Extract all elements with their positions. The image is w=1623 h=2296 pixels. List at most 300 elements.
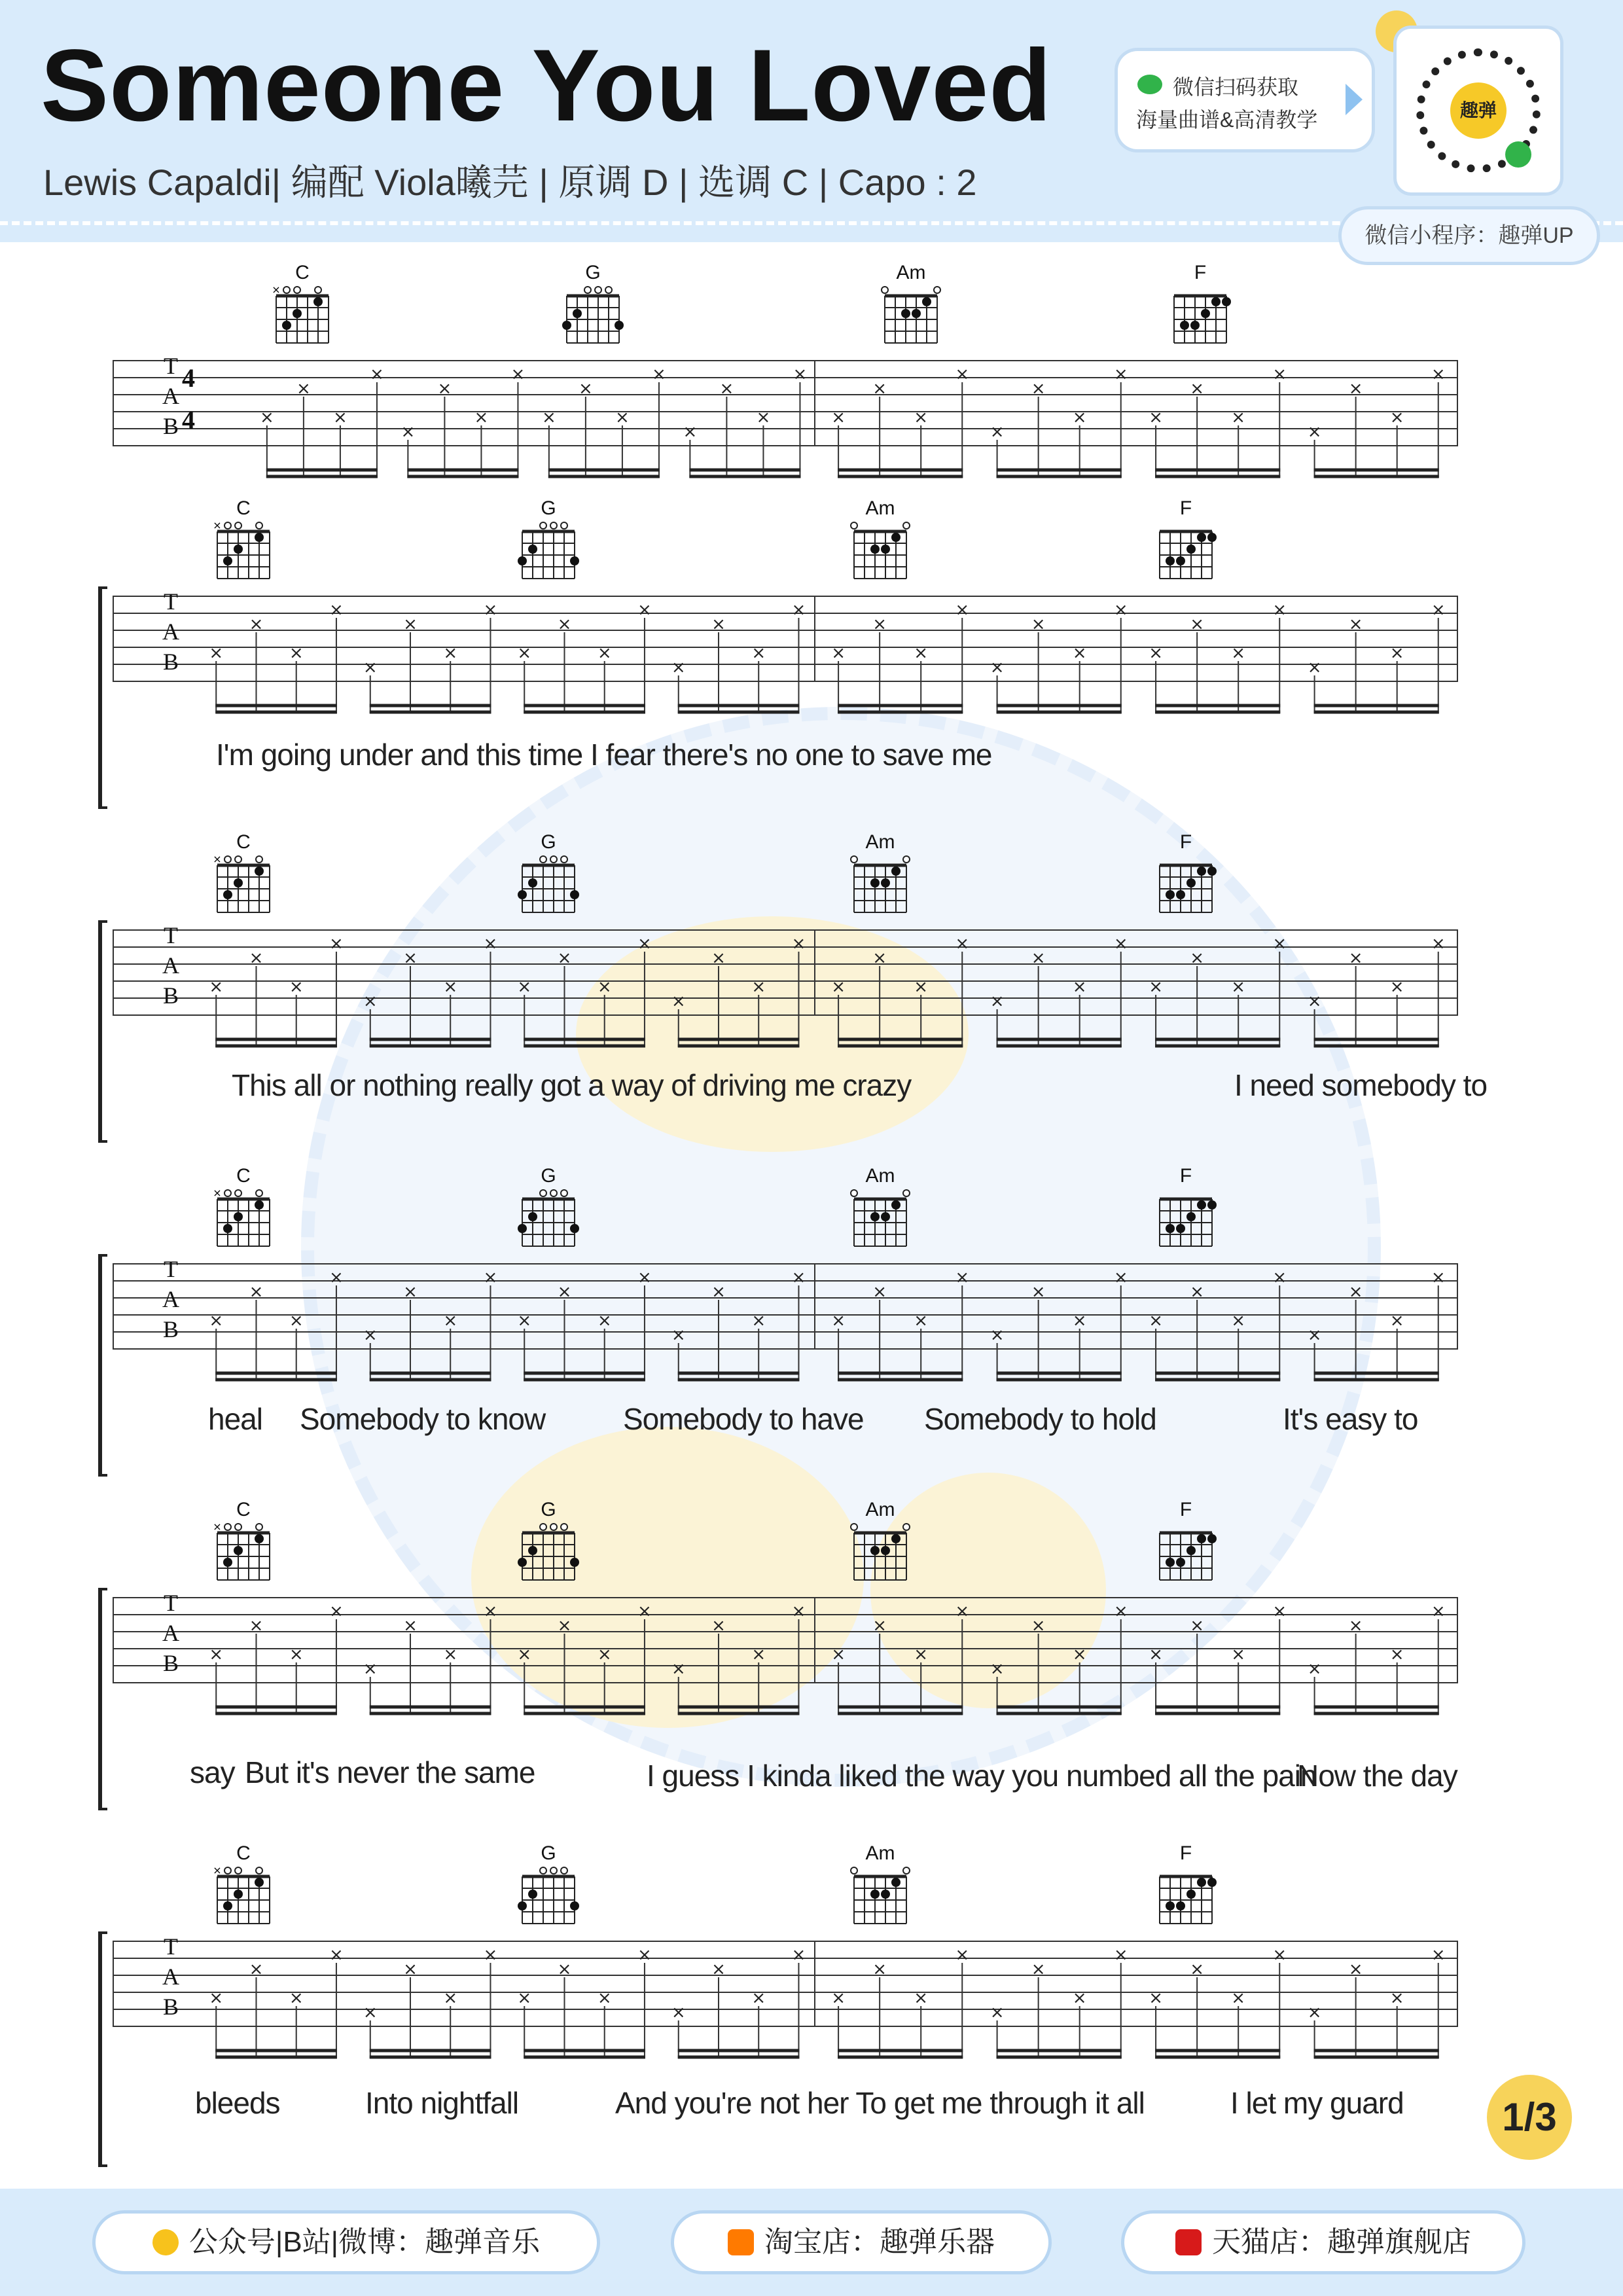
tab-note: × (363, 2003, 378, 2022)
finger-dot (570, 556, 579, 565)
lyric-text: heal (208, 1402, 262, 1436)
chord-diagram (207, 497, 279, 581)
tab-clef-letter: T (164, 1933, 178, 1960)
footer-social-text: 公众号|B站|微博：趣弹音乐 (188, 2226, 541, 2258)
finger-dot (870, 545, 880, 554)
finger-dot (223, 556, 232, 565)
tab-note: × (517, 643, 532, 663)
tab-note: × (652, 365, 666, 384)
tab-note: × (1072, 977, 1087, 997)
finger-dot (1197, 533, 1206, 542)
tab-note: × (597, 1988, 612, 2008)
chord-diagram (512, 1499, 584, 1583)
open-string-marker (256, 856, 262, 863)
tab-note: × (443, 1988, 458, 2008)
chord-diagram (1150, 1165, 1222, 1249)
chord-name: G (541, 831, 556, 853)
finger-dot (1186, 1890, 1196, 1899)
tab-note: × (403, 1282, 418, 1302)
tab-note: × (1190, 1960, 1205, 1979)
finger-dot (881, 545, 890, 554)
tab-note: × (791, 934, 806, 954)
finger-dot (881, 1890, 890, 1899)
chord-grid (209, 521, 277, 581)
tab-note: × (1149, 643, 1163, 663)
chord-name: C (236, 831, 251, 853)
finger-dot (223, 890, 232, 899)
muted-string-marker: × (213, 1866, 222, 1876)
open-string-marker (294, 287, 300, 293)
tab-note: × (597, 1311, 612, 1331)
finger-dot (1186, 1546, 1196, 1555)
finger-dot (1207, 1200, 1217, 1210)
chord-name: G (585, 262, 601, 283)
tab-note: × (329, 934, 344, 954)
chord-grid (209, 1189, 277, 1249)
open-string-marker (903, 1867, 910, 1874)
chord-grid (209, 1866, 277, 1926)
chord-diagram (512, 497, 584, 581)
open-string-marker (561, 1524, 567, 1530)
tab-note: × (1348, 1616, 1363, 1636)
open-string-marker (224, 522, 231, 529)
tab-note: × (1031, 948, 1046, 968)
muted-string-marker: × (213, 1522, 222, 1533)
tab-note: × (955, 600, 970, 620)
open-string-marker (283, 287, 290, 293)
chord-grid (846, 855, 914, 915)
tab-note: × (914, 1311, 929, 1331)
finger-dot (528, 1890, 537, 1899)
tab-note: × (1307, 2003, 1322, 2022)
tab-clef-letter: T (164, 1590, 178, 1616)
finger-dot (234, 1890, 243, 1899)
chord-grid (559, 285, 627, 346)
chord-grid (846, 1866, 914, 1926)
chord-diagram (875, 262, 947, 346)
tab-note: × (1113, 600, 1128, 620)
finger-dot (223, 1558, 232, 1567)
tab-note: × (990, 422, 1005, 442)
finger-dot (518, 1224, 527, 1233)
open-string-marker (540, 1867, 546, 1874)
qr-code[interactable] (1397, 29, 1560, 192)
open-string-marker (851, 522, 857, 529)
lyric-text: I need somebody to (1234, 1068, 1488, 1102)
tab-note: × (831, 408, 846, 427)
page-number: 1/3 (1487, 2075, 1572, 2160)
tab-note: × (671, 2003, 686, 2022)
tab-note: × (990, 1659, 1005, 1679)
tab-note: × (1389, 1645, 1404, 1664)
chord-grid (209, 855, 277, 915)
finger-dot (313, 297, 323, 306)
tab-note: × (1072, 408, 1087, 427)
chord-grid (514, 855, 582, 915)
tab-note: × (1272, 1268, 1287, 1287)
tab-note: × (1348, 948, 1363, 968)
tab-note: × (474, 408, 489, 427)
tab-note: × (557, 1960, 572, 1979)
tab-note: × (1149, 977, 1163, 997)
tab-note: × (370, 365, 384, 384)
tab-notes (113, 360, 1461, 484)
chord-diagram (207, 831, 279, 915)
chord-name: C (236, 1842, 251, 1864)
tab-note: × (831, 977, 846, 997)
footer-taobao-text: 淘宝店：趣弹乐器 (764, 2226, 995, 2258)
tab-note: × (1431, 934, 1446, 954)
tab-note: × (756, 408, 771, 427)
tab-note: × (1348, 1960, 1363, 1979)
tab-note: × (637, 600, 652, 620)
open-string-marker (550, 1190, 557, 1196)
tab-note: × (1190, 1282, 1205, 1302)
open-string-marker (851, 856, 857, 863)
chord-diagram (1150, 1842, 1222, 1926)
song-title: Someone You Loved (41, 29, 1052, 143)
open-string-marker (550, 1524, 557, 1530)
tab-note: × (363, 658, 378, 677)
chord-grid (846, 521, 914, 581)
chord-name: G (541, 1842, 556, 1864)
finger-dot (528, 1546, 537, 1555)
tab-notes (113, 1263, 1461, 1388)
tab-note: × (517, 1645, 532, 1664)
tab-note: × (711, 1616, 726, 1636)
time-signature-bottom: 4 (182, 405, 195, 435)
tab-note: × (671, 1325, 686, 1345)
finger-dot (1176, 1901, 1185, 1910)
footer-social-link[interactable] (96, 2214, 597, 2271)
finger-dot (881, 878, 890, 888)
tab-note: × (872, 615, 887, 634)
chord-grid (514, 1522, 582, 1583)
finger-dot (570, 1558, 579, 1567)
tab-note: × (914, 1988, 929, 2008)
finger-dot (1166, 890, 1175, 899)
tab-note: × (637, 1602, 652, 1621)
tab-note: × (1190, 1616, 1205, 1636)
tab-note: × (1307, 658, 1322, 677)
tab-note: × (578, 379, 593, 399)
open-string-marker (550, 856, 557, 863)
system-brace (98, 586, 107, 809)
chord-grid (1152, 1866, 1220, 1926)
tab-note: × (249, 615, 264, 634)
lyric-text: This all or nothing really got a way of driving me crazy (232, 1068, 912, 1102)
tab-note: × (671, 1659, 686, 1679)
open-string-marker (903, 1190, 910, 1196)
lyric-text: I guess I kinda liked the way you numbed all the pain (647, 1759, 1317, 1793)
tab-notes (113, 929, 1461, 1054)
open-string-marker (595, 287, 601, 293)
open-string-marker (550, 1867, 557, 1874)
tab-note: × (1149, 408, 1163, 427)
footer-tmall-link[interactable] (1124, 2214, 1522, 2271)
chord-diagram (844, 1499, 916, 1583)
tab-note: × (1231, 408, 1246, 427)
finger-dot (293, 309, 302, 318)
open-string-marker (256, 1524, 262, 1530)
lyric-text: But it's never the same (245, 1755, 535, 1789)
tab-note: × (872, 1960, 887, 1979)
tab-note: × (711, 948, 726, 968)
tab-note: × (1190, 948, 1205, 968)
finger-dot (1176, 1558, 1185, 1567)
chord-diagram (844, 831, 916, 915)
tab-note: × (1431, 365, 1446, 384)
tab-note: × (615, 408, 630, 427)
finger-dot (255, 533, 264, 542)
promo-box[interactable] (1118, 51, 1372, 149)
open-string-marker (224, 856, 231, 863)
finger-dot (528, 1212, 537, 1221)
tab-note: × (289, 643, 304, 663)
chord-name: G (541, 497, 556, 519)
tab-note: × (483, 1268, 498, 1287)
tab-clef-letter: T (164, 1256, 178, 1282)
tab-note: × (249, 948, 264, 968)
open-string-marker (550, 522, 557, 529)
tab-note: × (791, 1602, 806, 1621)
tab-note: × (1113, 934, 1128, 954)
tab-note: × (955, 1602, 970, 1621)
tab-note: × (333, 408, 348, 427)
chord-grid (1152, 1522, 1220, 1583)
tab-note: × (1113, 365, 1128, 384)
finger-dot (1166, 556, 1175, 565)
tab-note: × (1389, 1311, 1404, 1331)
tab-note: × (329, 1602, 344, 1621)
tab-note: × (403, 1960, 418, 1979)
tab-note: × (443, 1645, 458, 1664)
open-string-marker (882, 287, 888, 293)
tab-note: × (1272, 1602, 1287, 1621)
finger-dot (891, 1200, 901, 1210)
mini-program-label: 微信小程序：趣弹UP (1342, 209, 1597, 262)
open-string-marker (934, 287, 940, 293)
tab-clef-letter: B (162, 1650, 179, 1676)
tab-note: × (517, 1988, 532, 2008)
system-brace (98, 1931, 107, 2167)
tab-note: × (289, 1311, 304, 1331)
chord-grid (514, 1189, 582, 1249)
chord-diagram (512, 831, 584, 915)
tab-note: × (437, 379, 452, 399)
tab-note: × (1113, 1945, 1128, 1965)
tab-note: × (443, 643, 458, 663)
tab-note: × (793, 365, 808, 384)
chord-diagram (1150, 831, 1222, 915)
finger-dot (234, 878, 243, 888)
tab-note: × (872, 1282, 887, 1302)
tab-note: × (791, 1945, 806, 1965)
tab-note: × (1113, 1602, 1128, 1621)
finger-dot (1166, 1901, 1175, 1910)
tab-note: × (249, 1282, 264, 1302)
tab-note: × (296, 379, 311, 399)
finger-dot (870, 1890, 880, 1899)
finger-dot (1197, 1878, 1206, 1887)
open-string-marker (540, 1190, 546, 1196)
chord-diagram (207, 1499, 279, 1583)
tab-note: × (1031, 1616, 1046, 1636)
finger-dot (1190, 321, 1200, 330)
lyric-text: I'm going under and this time I fear there's no one to save me (216, 738, 992, 772)
tab-clef-letter: A (162, 1964, 179, 1990)
tab-note: × (557, 948, 572, 968)
tab-clef-letter: B (162, 1994, 179, 2020)
tab-note: × (990, 1325, 1005, 1345)
lyric-text: say (190, 1755, 235, 1789)
open-string-marker (315, 287, 321, 293)
chord-name: Am (865, 1165, 895, 1187)
finger-dot (922, 297, 931, 306)
tab-note: × (483, 1945, 498, 1965)
tab-note: × (1389, 977, 1404, 997)
tab-note: × (541, 408, 556, 427)
footer (0, 2189, 1623, 2296)
tab-note: × (1149, 1645, 1163, 1664)
tab-note: × (1149, 1988, 1163, 2008)
open-string-marker (224, 1190, 231, 1196)
tab-note: × (751, 1311, 766, 1331)
chord-diagram (557, 262, 629, 346)
tab-clef-letter: T (164, 922, 178, 948)
time-signature-top: 4 (182, 363, 195, 393)
tab-note: × (831, 1645, 846, 1664)
open-string-marker (540, 856, 546, 863)
finger-dot (891, 533, 901, 542)
open-string-marker (584, 287, 591, 293)
chord-diagram (512, 1842, 584, 1926)
tab-note: × (671, 658, 686, 677)
tab-note: × (597, 643, 612, 663)
tab-note: × (751, 977, 766, 997)
tab-note: × (483, 600, 498, 620)
tab-note: × (831, 1311, 846, 1331)
tab-note: × (1031, 615, 1046, 634)
chord-grid (1152, 521, 1220, 581)
tab-note: × (1431, 600, 1446, 620)
tab-note: × (637, 1268, 652, 1287)
tab-note: × (209, 643, 224, 663)
finger-dot (1211, 297, 1221, 306)
tab-note: × (872, 1616, 887, 1636)
tab-note: × (597, 977, 612, 997)
finger-dot (1201, 309, 1210, 318)
tab-note: × (1031, 1282, 1046, 1302)
tab-note: × (403, 948, 418, 968)
finger-dot (1207, 533, 1217, 542)
tab-note: × (289, 1988, 304, 2008)
tab-note: × (363, 1325, 378, 1345)
tab-note: × (1307, 1325, 1322, 1345)
tab-note: × (1072, 643, 1087, 663)
tab-note: × (751, 1645, 766, 1664)
finger-dot (518, 1901, 527, 1910)
finger-dot (891, 1534, 901, 1543)
tab-note: × (557, 1616, 572, 1636)
open-string-marker (256, 1190, 262, 1196)
tab-note: × (1072, 1988, 1087, 2008)
open-string-marker (224, 1867, 231, 1874)
tab-note: × (1072, 1645, 1087, 1664)
tab-note: × (329, 1945, 344, 1965)
tmall-icon (1175, 2229, 1202, 2255)
tab-note: × (751, 1988, 766, 2008)
open-string-marker (851, 1190, 857, 1196)
chord-name: F (1179, 497, 1192, 519)
finger-dot (223, 1901, 232, 1910)
tab-note: × (249, 1960, 264, 1979)
finger-dot (881, 1212, 890, 1221)
tab-clef-letter: B (162, 1316, 179, 1342)
tab-note: × (443, 977, 458, 997)
finger-dot (870, 1546, 880, 1555)
tab-note: × (209, 1311, 224, 1331)
tab-note: × (1272, 365, 1287, 384)
tab-note: × (329, 1268, 344, 1287)
system-brace (98, 1254, 107, 1477)
tab-note: × (914, 643, 929, 663)
finger-dot (912, 309, 921, 318)
chord-name: C (236, 1499, 251, 1520)
chord-name: C (236, 497, 251, 519)
footer-taobao-link[interactable] (674, 2214, 1048, 2271)
tab-note: × (1272, 1945, 1287, 1965)
tab-note: × (831, 1988, 846, 2008)
arrow-right-icon (1346, 84, 1363, 115)
finger-dot (1197, 1200, 1206, 1210)
chord-diagram (844, 1842, 916, 1926)
tab-note: × (1231, 1988, 1246, 2008)
finger-dot (234, 1546, 243, 1555)
finger-dot (1176, 890, 1185, 899)
tab-note: × (1389, 408, 1404, 427)
taobao-icon (728, 2229, 754, 2255)
finger-dot (282, 321, 291, 330)
finger-dot (255, 1534, 264, 1543)
tab-clef-letter: A (162, 952, 179, 978)
finger-dot (223, 1224, 232, 1233)
lyric-text: Somebody to hold (924, 1402, 1156, 1436)
wechat-icon (1137, 75, 1162, 94)
finger-dot (1186, 545, 1196, 554)
tab-note: × (289, 977, 304, 997)
open-string-marker (561, 522, 567, 529)
open-string-marker (540, 1524, 546, 1530)
finger-dot (1176, 556, 1185, 565)
chord-diagram (207, 1165, 279, 1249)
tab-note: × (990, 992, 1005, 1011)
tab-note: × (990, 658, 1005, 677)
chord-diagram (1164, 262, 1236, 346)
finger-dot (562, 321, 571, 330)
finger-dot (234, 1212, 243, 1221)
tab-note: × (209, 1988, 224, 2008)
chord-grid (514, 1866, 582, 1926)
tab-note: × (872, 379, 887, 399)
tab-note: × (443, 1311, 458, 1331)
finger-dot (870, 878, 880, 888)
tab-note: × (557, 615, 572, 634)
tab-note: × (955, 934, 970, 954)
tab-note: × (1231, 643, 1246, 663)
finger-dot (255, 1200, 264, 1210)
open-string-marker (903, 1524, 910, 1530)
